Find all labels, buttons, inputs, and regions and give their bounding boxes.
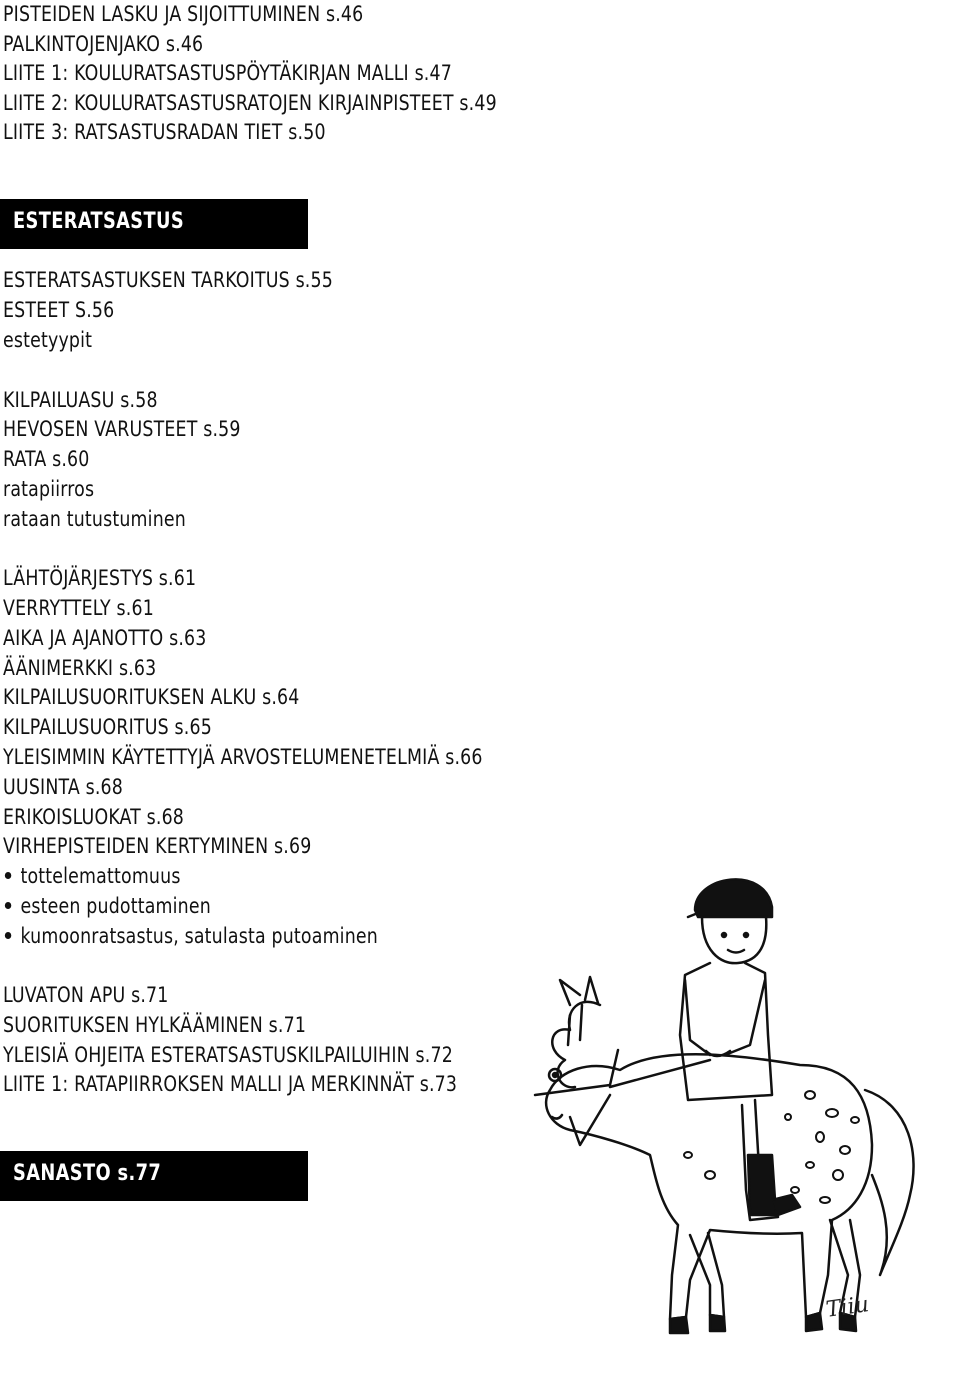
toc-entry: PISTEIDEN LASKU JA SIJOITTUMINEN s.46 <box>3 2 364 26</box>
helmet-icon <box>695 879 772 917</box>
rider-on-pony-illustration <box>510 855 950 1375</box>
toc-entry: LIITE 1: RATAPIIRROKSEN MALLI JA MERKINNÄT s.73 <box>3 1072 458 1096</box>
toc-entry: UUSINTA s.68 <box>3 775 124 799</box>
toc-entry: VIRHEPISTEIDEN KERTYMINEN s.69 <box>3 834 312 858</box>
pony-tail <box>865 1090 914 1275</box>
rider-face <box>702 917 766 963</box>
toc-entry: LIITE 3: RATSASTUSRADAN TIET s.50 <box>3 120 326 144</box>
toc-entry: YLEISIÄ OHJEITA ESTERATSASTUSKILPAILUIHIN s.72 <box>3 1043 453 1067</box>
toc-subentry: ratapiirros <box>3 477 95 501</box>
bullet-item: esteen pudottaminen <box>3 892 211 920</box>
bullet-item: kumoonratsastus, satulasta putoaminen <box>3 922 378 950</box>
toc-entry: SUORITUKSEN HYLKÄÄMINEN s.71 <box>3 1013 307 1037</box>
rider-torso <box>680 963 772 1100</box>
toc-entry: AIKA JA AJANOTTO s.63 <box>3 626 207 650</box>
toc-entry: KILPAILUSUORITUKSEN ALKU s.64 <box>3 685 300 709</box>
toc-entry: ERIKOISLUOKAT s.68 <box>3 805 185 829</box>
toc-entry: YLEISIMMIN KÄYTETTYJÄ ARVOSTELUMENETELMIÄ s.66 <box>3 745 483 769</box>
toc-entry: LIITE 2: KOULURATSASTUSRATOJEN KIRJAINPISTEET s.49 <box>3 91 497 115</box>
bullet-item: tottelemattomuus <box>3 862 181 890</box>
toc-entry: PALKINTOJENJAKO s.46 <box>3 32 204 56</box>
toc-entry: KILPAILUSUORITUS s.65 <box>3 715 212 739</box>
section-heading-sanasto <box>0 1151 308 1201</box>
toc-entry: RATA s.60 <box>3 447 90 471</box>
toc-entry: LIITE 1: KOULURATSASTUSPÖYTÄKIRJAN MALLI s.47 <box>3 61 453 85</box>
toc-entry: LÄHTÖJÄRJESTYS s.61 <box>3 566 197 590</box>
toc-entry: VERRYTTELY s.61 <box>3 596 154 620</box>
artist-signature: Tiiu <box>824 1292 871 1323</box>
section-heading-esteratsastus <box>0 199 308 249</box>
section-heading-label: SANASTO s.77 <box>13 1161 162 1186</box>
toc-subentry: estetyypit <box>3 328 93 352</box>
toc-entry: ESTERATSASTUKSEN TARKOITUS s.55 <box>3 268 334 292</box>
toc-entry: HEVOSEN VARUSTEET s.59 <box>3 417 241 441</box>
toc-entry: ÄÄNIMERKKI s.63 <box>3 656 157 680</box>
toc-entry: KILPAILUASU s.58 <box>3 388 158 412</box>
toc-entry: LUVATON APU s.71 <box>3 983 169 1007</box>
section-heading-label: ESTERATSASTUS <box>13 209 185 234</box>
toc-entry: ESTEET S.56 <box>3 298 115 322</box>
toc-subentry: rataan tutustuminen <box>3 507 186 531</box>
